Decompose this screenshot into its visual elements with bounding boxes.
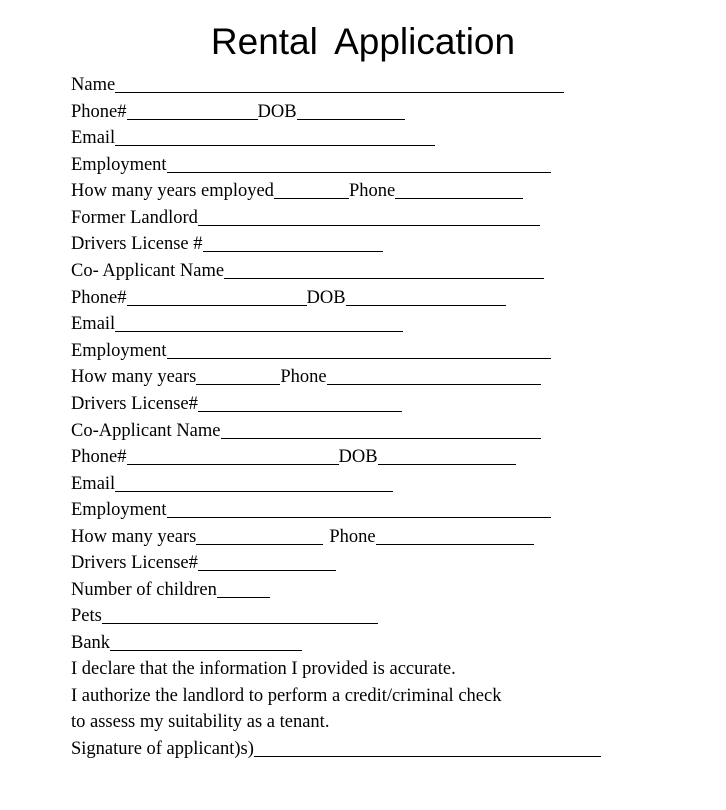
drivers-license-row	[71, 229, 383, 255]
page-title: Rental Application	[210, 21, 516, 62]
signature-label: Signature of applicant)s)	[71, 739, 254, 759]
coapplicant2-years-row	[71, 522, 534, 548]
coapplicant2-name-label: Co-Applicant Name	[71, 421, 221, 441]
coapplicant2-name-blank[interactable]	[221, 421, 541, 439]
coapplicant1-drivers-license-label: Drivers License#	[71, 394, 198, 414]
coapplicant1-phone-label: Phone#	[71, 288, 127, 308]
drivers-license-label: Drivers License #	[71, 234, 203, 254]
coapplicant2-years-label: How many years	[71, 527, 197, 547]
coapplicant2-email-row	[71, 469, 393, 495]
authorization-statement: I authorize the landlord to perform a credit/criminal check	[71, 686, 502, 706]
coapplicant2-phone-label: Phone#	[71, 447, 127, 467]
employer-phone-blank[interactable]	[395, 181, 523, 199]
children-blank[interactable]	[217, 580, 270, 598]
coapplicant2-phone-dob-row	[71, 442, 516, 468]
coapplicant1-name-label: Co- Applicant Name	[71, 261, 225, 281]
coapplicant2-email-blank[interactable]	[115, 474, 393, 492]
coapplicant2-employment-row	[71, 495, 551, 521]
employer-phone-label: Phone	[348, 181, 396, 201]
coapplicant1-dob-blank[interactable]	[346, 288, 506, 306]
phone-blank[interactable]	[127, 102, 258, 120]
employment-label: Employment	[71, 155, 167, 175]
signature-blank[interactable]	[254, 739, 601, 757]
children-row	[71, 575, 270, 601]
coapplicant1-drivers-license-row	[71, 389, 402, 415]
coapplicant2-name-row	[71, 416, 541, 442]
coapplicant2-employment-blank[interactable]	[167, 500, 551, 518]
pets-row	[71, 601, 378, 627]
pets-label: Pets	[71, 606, 102, 626]
coapplicant2-employer-phone-label: Phone	[329, 527, 376, 547]
email-label: Email	[71, 128, 116, 148]
coapplicant1-email-blank[interactable]	[115, 314, 403, 332]
coapplicant1-dob-label: DOB	[306, 288, 346, 308]
coapplicant1-drivers-license-blank[interactable]	[198, 394, 402, 412]
coapplicant2-email-label: Email	[71, 474, 116, 494]
name-blank[interactable]	[115, 75, 564, 93]
coapplicant1-employer-phone-label: Phone	[280, 367, 327, 387]
coapplicant1-years-label: How many years	[71, 367, 197, 387]
name-row	[71, 70, 564, 96]
coapplicant2-dob-blank[interactable]	[378, 447, 516, 465]
former-landlord-blank[interactable]	[198, 208, 540, 226]
bank-blank[interactable]	[110, 633, 302, 651]
name-label: Name	[71, 75, 116, 95]
coapplicant1-email-row	[71, 309, 403, 335]
suitability-statement: to assess my suitability as a tenant.	[71, 712, 330, 732]
coapplicant1-years-row	[71, 362, 541, 388]
coapplicant2-employer-phone-blank[interactable]	[376, 527, 534, 545]
years-employed-row	[71, 176, 523, 202]
coapplicant2-drivers-license-label: Drivers License#	[71, 553, 198, 573]
coapplicant2-years-blank[interactable]	[196, 527, 323, 545]
coapplicant2-drivers-license-blank[interactable]	[198, 553, 336, 571]
phone-label: Phone#	[71, 102, 127, 122]
former-landlord-row	[71, 203, 540, 229]
coapplicant1-employment-label: Employment	[71, 341, 167, 361]
coapplicant1-employment-row	[71, 336, 551, 362]
dob-blank[interactable]	[297, 102, 405, 120]
bank-row	[71, 628, 302, 654]
employment-row	[71, 150, 551, 176]
coapplicant1-name-row	[71, 256, 544, 282]
employment-blank[interactable]	[167, 155, 551, 173]
coapplicant2-employment-label: Employment	[71, 500, 167, 520]
coapplicant1-employer-phone-blank[interactable]	[327, 367, 541, 385]
email-row	[71, 123, 435, 149]
children-label: Number of children	[71, 580, 217, 600]
coapplicant2-phone-blank[interactable]	[127, 447, 339, 465]
coapplicant1-email-label: Email	[71, 314, 116, 334]
coapplicant1-phone-blank[interactable]	[127, 288, 307, 306]
drivers-license-blank[interactable]	[203, 234, 383, 252]
pets-blank[interactable]	[102, 606, 378, 624]
dob-label: DOB	[257, 102, 297, 122]
coapplicant2-dob-label: DOB	[338, 447, 378, 467]
bank-label: Bank	[71, 633, 111, 653]
email-blank[interactable]	[115, 128, 435, 146]
years-employed-blank[interactable]	[274, 181, 349, 199]
declaration-statement: I declare that the information I provided is accurate.	[71, 659, 456, 679]
signature-row	[71, 734, 601, 760]
phone-dob-row	[71, 97, 405, 123]
former-landlord-label: Former Landlord	[71, 208, 198, 228]
coapplicant2-drivers-license-row	[71, 548, 336, 574]
coapplicant1-phone-dob-row	[71, 283, 506, 309]
years-employed-label: How many years employed	[71, 181, 274, 201]
coapplicant1-name-blank[interactable]	[224, 261, 544, 279]
coapplicant1-years-blank[interactable]	[196, 367, 280, 385]
coapplicant1-employment-blank[interactable]	[167, 341, 551, 359]
